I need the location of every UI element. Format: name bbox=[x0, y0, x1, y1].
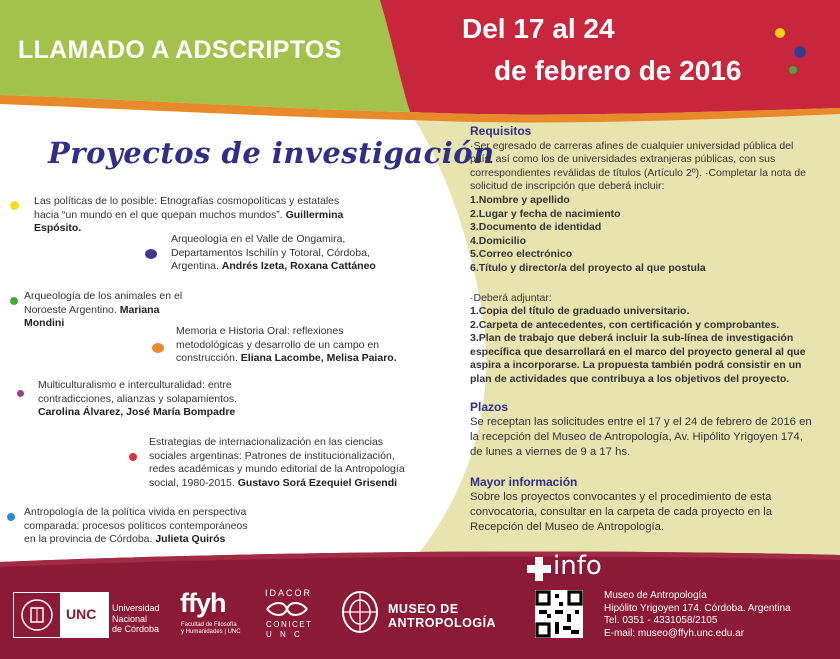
ffyh-logo: ffyh bbox=[180, 588, 226, 618]
requisitos-list bbox=[470, 194, 810, 276]
list-item: 1.Copia del título de graduado universitario. bbox=[470, 305, 690, 317]
list-item: 5.Correo electrónico bbox=[470, 248, 573, 261]
bullet-dot bbox=[10, 297, 18, 305]
list-item: 1.Nombre y apellido bbox=[470, 194, 570, 206]
adjuntar-intro: ·Deberá adjuntar: bbox=[470, 292, 552, 304]
unc-abbr: UNC bbox=[66, 606, 97, 622]
project-item: Las políticas de lo posible: Etnografías cosmopolíticas y estatales hacia “un mundo en el que quepan muchos mundos”. Guillermina Espósito. bbox=[34, 195, 344, 234]
bullet-dot bbox=[129, 453, 137, 461]
bullet-dot bbox=[145, 249, 157, 259]
qr-code-icon bbox=[535, 590, 583, 638]
list-item: 2.Lugar y fecha de nacimiento bbox=[470, 207, 621, 220]
date-line-1: Del 17 al 24 bbox=[462, 13, 615, 44]
unc-crest-icon bbox=[20, 598, 54, 632]
contact-line: Hipólito Yrigoyen 174. Córdoba. Argentina bbox=[604, 602, 791, 614]
list-item: 3.Documento de identidad bbox=[470, 221, 602, 234]
contact-block bbox=[604, 590, 791, 640]
unc-logo bbox=[13, 592, 109, 638]
idacor-title: IDACOR bbox=[265, 588, 313, 598]
bullet-dot bbox=[10, 201, 19, 210]
project-item: Antropología de la política vivida en perspectiva comparada: procesos políticos contemporáneos en la provincia de Córdoba. Julieta Quirós bbox=[24, 506, 248, 545]
plus-icon bbox=[527, 557, 551, 581]
contact-line: Tel. 0351 - 4331058/2105 bbox=[604, 615, 718, 626]
list-item: 3.Plan de trabajo que deberá incluir la sub-línea de investigación específica que desarrollará en el marco del proyecto general al que aspira a incorporarse. La propuesta también podrá consistir en un plan de actividades que contribuya a los objetivos del proyecto. bbox=[470, 332, 806, 385]
ffyh-subtitle: Facultad de Filosofía y Humanidades | UNC bbox=[181, 622, 241, 635]
requisitos-intro: ·Ser egresado de carreras afines de cualquier universidad pública del país, así como los de universidades extranjeras públicas, con sus correspondientes reválidas de títulos (Artículo 2º). ·Completar la nota de solicitud de inscripción que deberá incluir: bbox=[470, 140, 806, 193]
project-item: Estrategias de internacionalización en las ciencias sociales argentinas: Patrones de institucionalización, redes académicas y mundo editorial de la Antropología social, 1980-2015. Gustavo Sorá Ezequiel Grisendi bbox=[149, 436, 405, 489]
contact-line: Museo de Antropología bbox=[604, 590, 707, 601]
list-item: 2.Carpeta de antecedentes, con certificación y comprobantes. bbox=[470, 318, 780, 331]
list-item: 6.Título y director/a del proyecto al que postula bbox=[470, 261, 706, 274]
unc-name: Universidad Nacional de Córdoba bbox=[112, 603, 160, 634]
bullet-dot bbox=[152, 343, 164, 353]
list-item: 4.Domicilio bbox=[470, 234, 527, 247]
museo-emblem-icon bbox=[340, 590, 380, 634]
project-item: Memoria e Historia Oral: reflexiones metodológicas y desarrollo de un campo en construcción. Eliana Lacombe, Melisa Paiaro. bbox=[176, 325, 397, 364]
bullet-dot bbox=[17, 390, 24, 397]
adjuntar-list bbox=[470, 305, 820, 387]
date-line-2: de febrero de 2016 bbox=[494, 55, 742, 86]
project-item: Multiculturalismo e interculturalidad: entre contradicciones, alianzas y solapamientos. Carolina Álvarez, José María Bompadre bbox=[38, 379, 238, 418]
call-title: LLAMADO A ADSCRIPTOS bbox=[18, 36, 342, 64]
plazos-heading: Plazos bbox=[470, 400, 509, 414]
mayor-info-text: Sobre los proyectos convocantes y el procedimiento de esta convocatoria, consultar en la carpeta de cada proyecto en la Recepción del Museo de Antropología. bbox=[470, 491, 773, 533]
idacor-emblem-icon bbox=[262, 599, 312, 619]
idacor-bottom: CONICET U N C bbox=[266, 620, 313, 639]
mayor-info-heading: Mayor información bbox=[470, 475, 578, 489]
project-item: Arqueología en el Valle de Ongamira, Departamentos Ischilín y Totoral, Córdoba, Argentina. Andrés Izeta, Roxana Cattáneo bbox=[171, 233, 376, 272]
contact-line: E-mail: museo@ffyh.unc.edu.ar bbox=[604, 627, 745, 639]
project-item: Arqueología de los animales en el Noroeste Argentino. Mariana Mondini bbox=[24, 290, 183, 329]
projects-title: Proyectos de investigación bbox=[48, 136, 495, 170]
bullet-dot bbox=[7, 513, 15, 521]
requisitos-heading: Requisitos bbox=[470, 124, 532, 138]
info-label: info bbox=[553, 551, 602, 581]
plazos-text: Se receptan las solicitudes entre el 17 y el 24 de febrero de 2016 en la recepción del Museo de Antropología, Av. Hipólito Yrigoyen 174, de lunes a viernes de 9 a 17 hs. bbox=[470, 416, 812, 458]
museo-name: MUSEO DE ANTROPOLOGÍA bbox=[388, 602, 497, 630]
